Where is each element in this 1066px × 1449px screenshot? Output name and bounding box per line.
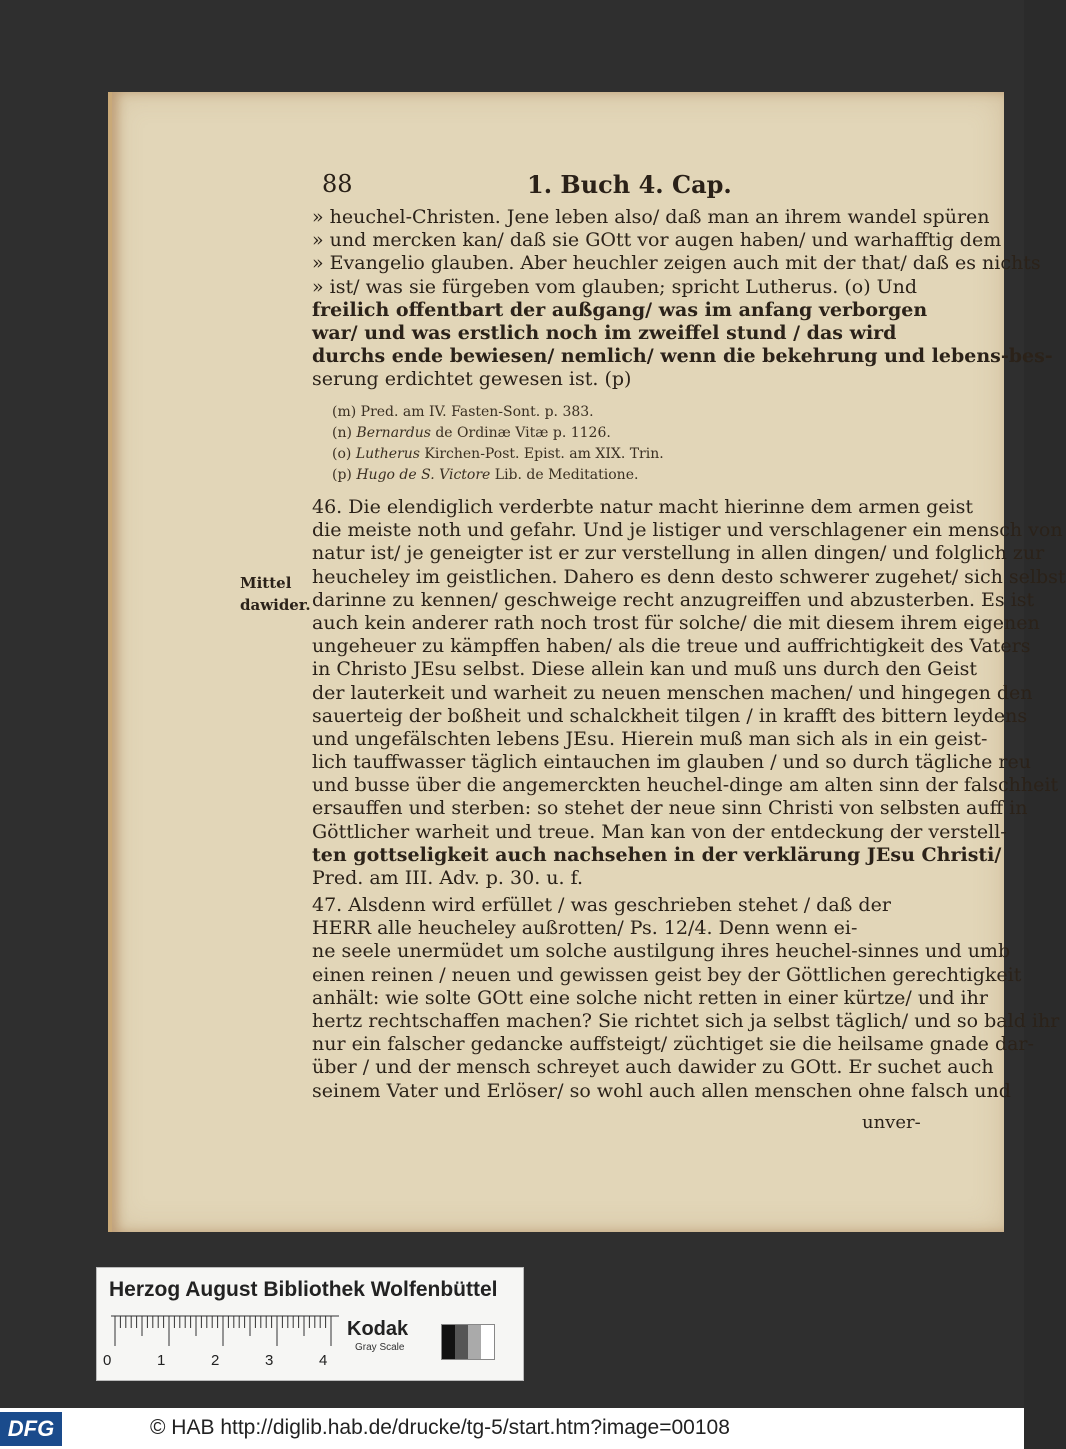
ruler-number: 0 [103, 1352, 112, 1369]
footnote-mark: (o) [332, 446, 352, 462]
text-line: auch kein anderer rath noch trost für solche/ die mit diesem ihrem eigenen [312, 611, 1040, 634]
ruler-number: 2 [211, 1352, 220, 1369]
text-line: » Evangelio glauben. Aber heuchler zeigen auch mit der that/ daß es nichts [312, 252, 1041, 275]
text-line: serung erdichtet gewesen ist. (p) [312, 368, 632, 391]
text-line: über / und der mensch schreyet auch dawider zu GOtt. Er suchet auch [312, 1056, 994, 1079]
text-line: anhält: wie solte GOtt eine solche nicht retten in einer kürtze/ und ihr [312, 986, 988, 1009]
text-line: freilich offentbart der außgang/ was im anfang verborgen [312, 298, 928, 321]
running-head-title: 1. Buch 4. Cap. [527, 170, 732, 199]
color-scale-card [96, 1267, 524, 1381]
running-head [322, 170, 942, 206]
text-line: ten gottseligkeit auch nachsehen in der verklärung JEsu Christi/ [312, 843, 1002, 866]
text-line: HERR alle heucheley außrotten/ Ps. 12/4. Denn wenn ei- [312, 917, 858, 940]
ruler-number: 3 [265, 1352, 274, 1369]
book-page [108, 92, 1066, 1232]
text-line: » ist/ was sie fürgeben vom glauben; spricht Lutherus. (o) Und [312, 275, 918, 298]
text-line: einen reinen / neuen und gewissen geist bey der Göttlichen gerechtigkeit [312, 963, 1022, 986]
text-line: der lauterkeit und warheit zu neuen menschen machen/ und hingegen den [312, 681, 1033, 704]
catchword: unver- [862, 1112, 921, 1133]
kodak-brand: Kodak [347, 1318, 409, 1340]
text-line: 47. Alsdenn wird erfüllet / was geschrieben stehet / daß der [312, 894, 891, 916]
text-line: heucheley im geistlichen. Dahero es denn desto schwerer zugehet/ sich selbst [312, 565, 1066, 588]
text-line: war/ und was erstlich noch im zweiffel stund / das wird [312, 321, 897, 344]
text-line: darinne zu kennen/ geschweige recht anzugreiffen und abzusterben. Es ist [312, 588, 1035, 611]
text-line: die meiste noth und gefahr. Und je listiger und verschlagener ein mensch von [312, 519, 1063, 542]
footnote-text: Lib. de Meditatione. [494, 467, 639, 483]
paragraph-quote [312, 206, 1053, 392]
text-line: hertz rechtschaffen machen? Sie richtet sich ja selbst täglich/ und so bald ihr [312, 1009, 1060, 1032]
page-number: 88 [322, 170, 353, 198]
text-line: durchs ende bewiesen/ nemlich/ wenn die bekehrung und lebens-bes- [312, 345, 1053, 368]
gray-scale-swatch [441, 1324, 495, 1360]
text-line: » heuchel-Christen. Jene leben also/ daß man an ihrem wandel spüren [312, 206, 990, 228]
footnote-mark: (m) [332, 404, 357, 420]
text-line: ersauffen und sterben: so stehet der neue sinn Christi von selbsten auff in [312, 797, 1028, 820]
paragraph-47 [312, 894, 1060, 1103]
swatch-white [481, 1325, 494, 1359]
copyright-url[interactable]: © HAB http://diglib.hab.de/drucke/tg-5/start.htm?image=00108 [150, 1416, 730, 1439]
footnote-text: Kirchen-Post. Epist. am XIX. Trin. [424, 446, 664, 462]
footnote-p [332, 465, 932, 486]
margin-note-line: Mittel [240, 574, 292, 592]
footnotes [332, 402, 932, 486]
footnote-text: de Ordinæ Vitæ p. 1126. [435, 425, 611, 441]
ruler-icon [111, 1316, 339, 1348]
text-line: und busse über die angemerckten heuchel-dinge am alten sinn der falschheit [312, 774, 1059, 797]
ruler-number: 4 [319, 1352, 328, 1369]
library-name: Herzog August Bibliothek Wolfenbüttel [109, 1278, 498, 1301]
footnote-author: Bernardus [356, 425, 431, 441]
kodak-subtitle: Gray Scale [355, 1342, 405, 1353]
footnote-o [332, 444, 932, 465]
footnote-author: Hugo de S. Victore [356, 467, 491, 483]
text-line: seinem Vater und Erlöser/ so wohl auch allen menschen ohne falsch und [312, 1079, 1011, 1102]
margin-note-line: dawider. [240, 596, 311, 614]
text-line: und ungefälschten lebens JEsu. Hierein muß man sich als in ein geist- [312, 727, 988, 750]
footnote-m [332, 402, 932, 423]
paragraph-46 [312, 496, 1066, 890]
text-line: » und mercken kan/ daß sie GOtt vor augen haben/ und warhafftig dem [312, 229, 1002, 252]
text-line: in Christo JEsu selbst. Diese allein kan und muß uns durch den Geist [312, 658, 978, 681]
dfg-logo: DFG [0, 1412, 62, 1446]
footnote-mark: (n) [332, 425, 352, 441]
ruler-number: 1 [157, 1352, 166, 1369]
text-line: nur ein falscher gedancke auffsteigt/ züchtiget sie die heilsame gnade dar- [312, 1033, 1034, 1056]
swatch-light-gray [468, 1325, 481, 1359]
swatch-dark-gray [455, 1325, 468, 1359]
footnote-text: Pred. am IV. Fasten-Sont. p. 383. [360, 404, 594, 420]
text-line: ungeheuer zu kämpffen haben/ als die treue und auffrichtigkeit des Vaters [312, 635, 1031, 658]
text-line: Göttlicher warheit und treue. Man kan von der entdeckung der verstell- [312, 820, 1007, 843]
footer-bar [0, 1408, 1024, 1449]
margin-note [240, 572, 310, 616]
text-line: lich tauffwasser täglich eintauchen im glauben / und so durch tägliche reu [312, 751, 1031, 774]
text-line: sauerteig der boßheit und schalckheit tilgen / in krafft des bittern leydens [312, 704, 1028, 727]
footnote-mark: (p) [332, 467, 352, 483]
text-line: 46. Die elendiglich verderbte natur macht hierinne dem armen geist [312, 496, 973, 518]
text-line: Pred. am III. Adv. p. 30. u. f. [312, 867, 583, 889]
footnote-n [332, 423, 932, 444]
footnote-author: Lutherus [355, 446, 420, 462]
swatch-black [442, 1325, 455, 1359]
text-line: ne seele unermüdet um solche austilgung ihres heuchel-sinnes und umb [312, 940, 1011, 963]
text-line: natur ist/ je geneigter ist er zur verstellung in allen dingen/ und folglich zur [312, 542, 1045, 565]
